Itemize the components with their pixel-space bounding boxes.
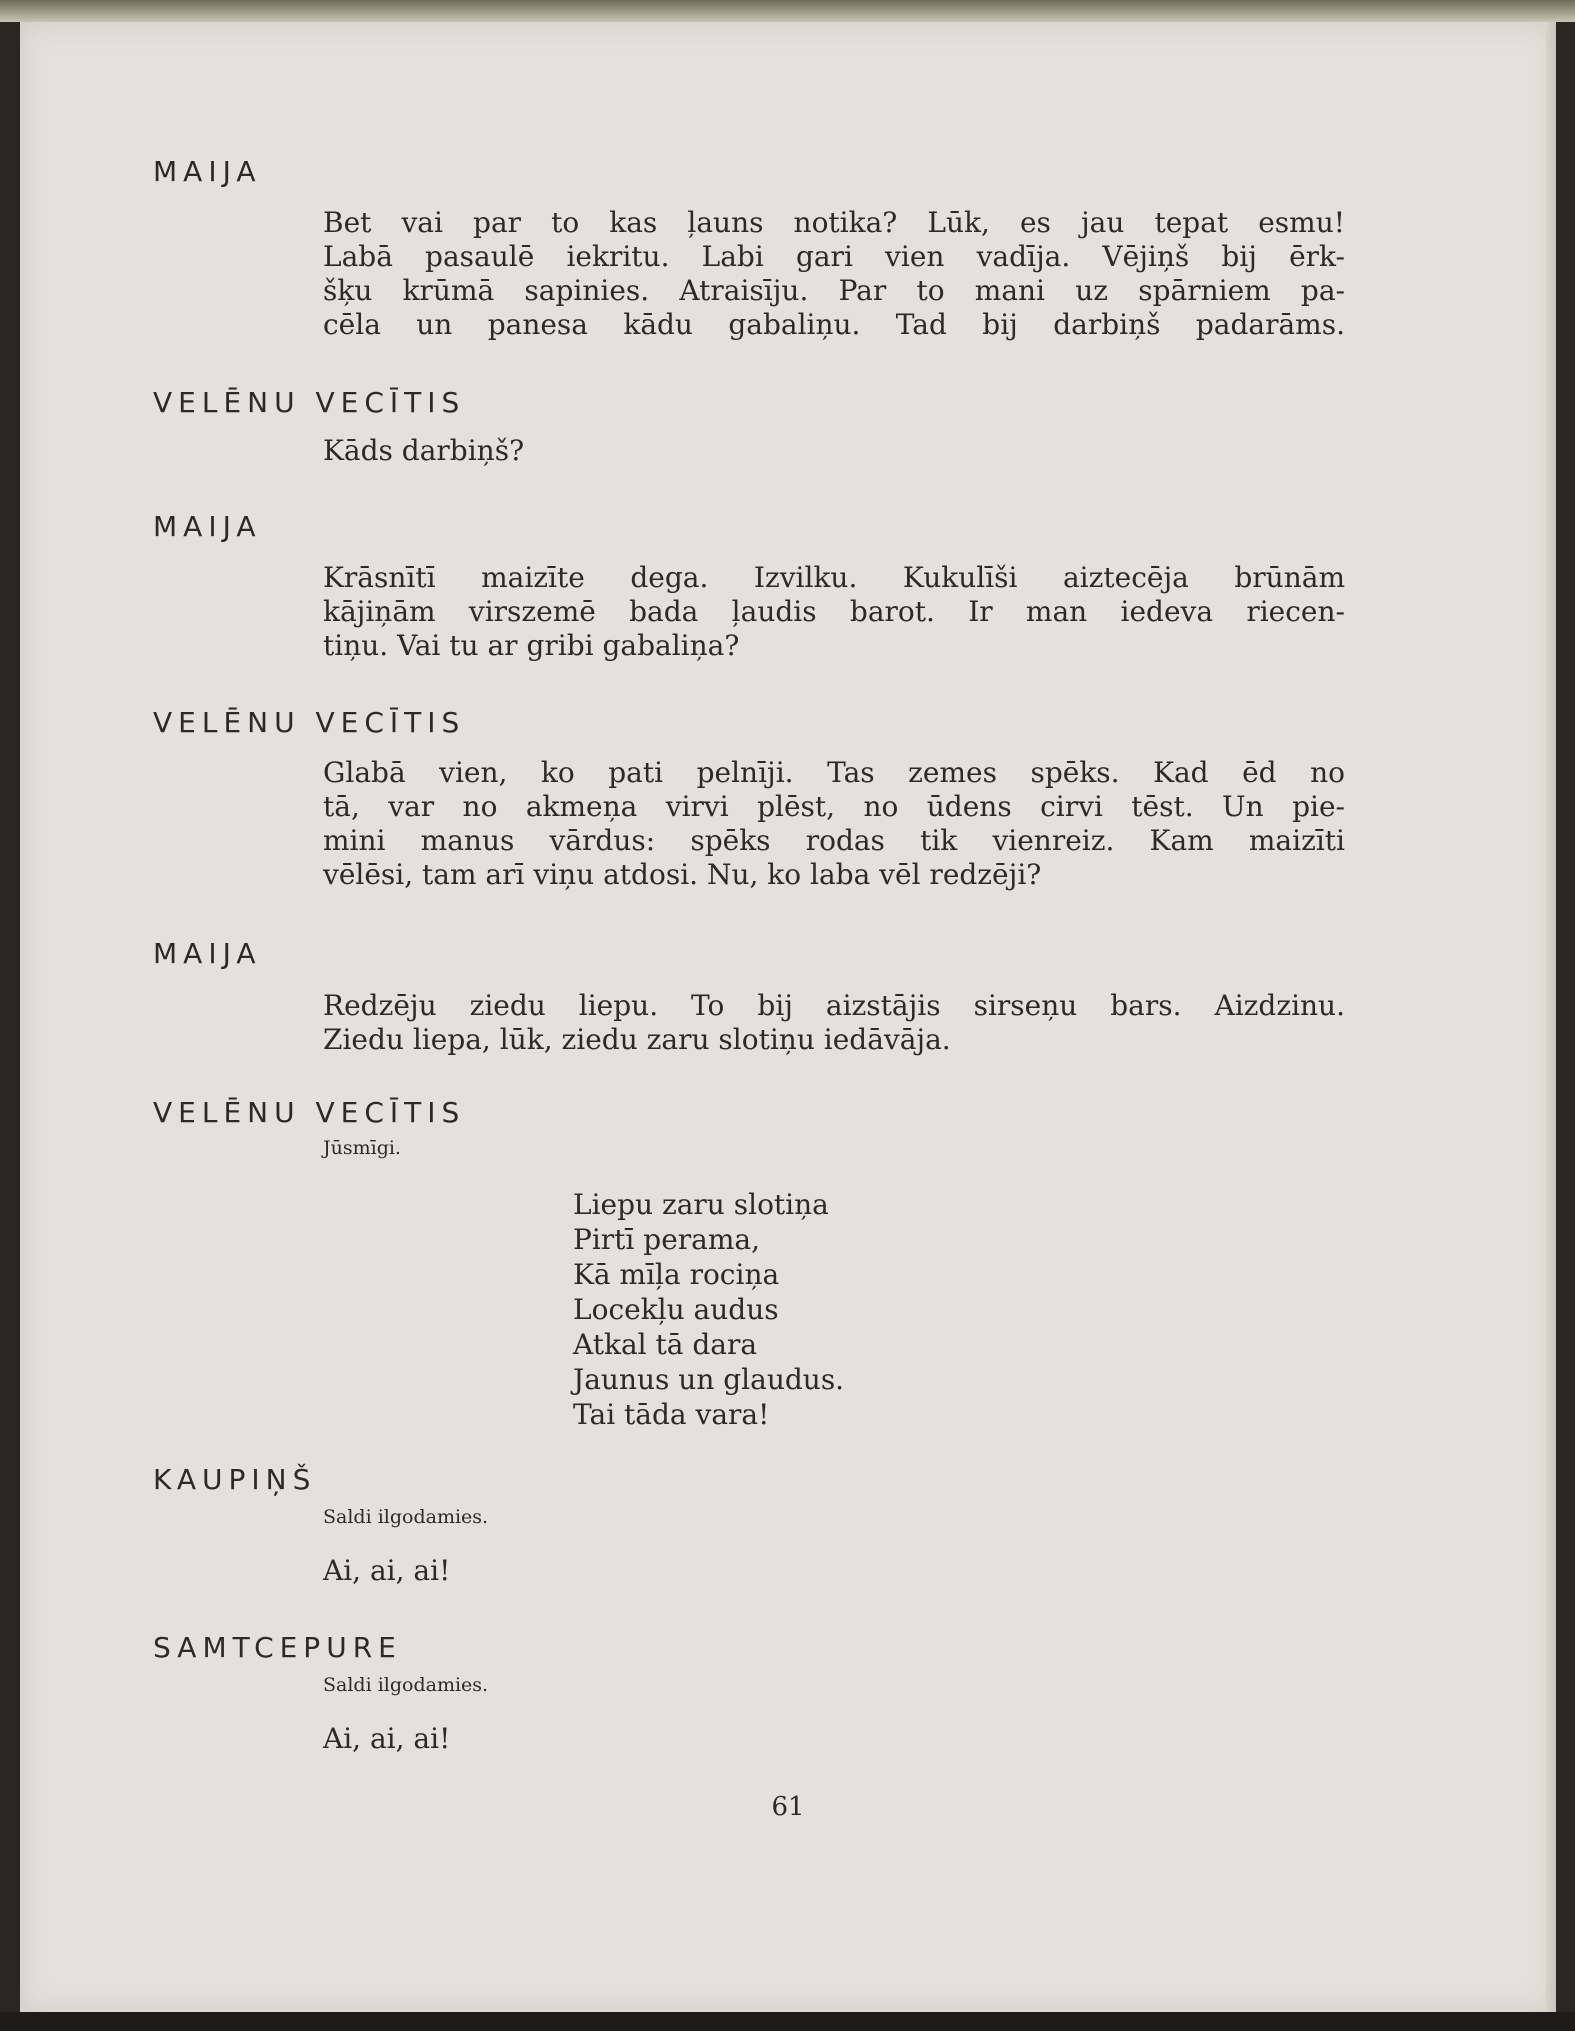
speech-text <box>323 989 1345 1057</box>
verse-line: Pirtī perama, <box>573 1223 761 1256</box>
stage-direction: Saldi ilgodamies. <box>323 1674 489 1696</box>
speech-line: kājiņām virszemē bada ļaudis barot. Ir man iedeva riecen- <box>323 595 1345 628</box>
stage-direction: Saldi ilgodamies. <box>323 1506 489 1528</box>
speech-line: vēlēsi, tam arī viņu atdosi. Nu, ko laba vēl redzēji? <box>323 858 1042 891</box>
speech-line: Bet vai par to kas ļauns notika? Lūk, es jau tepat esmu! <box>323 206 1345 239</box>
verse-line: Jaunus un glaudus. <box>573 1363 845 1396</box>
speech-text <box>323 561 1345 663</box>
speech-text <box>323 434 1345 468</box>
exclamation: Ai, ai, ai! <box>323 1554 451 1587</box>
speech-line: mini manus vārdus: spēks rodas tik vienreiz. Kam maizīti <box>323 824 1345 857</box>
speaker-name: VELĒNU VECĪTIS <box>153 1096 466 1129</box>
speech-text <box>323 756 1345 892</box>
verse-line: Kā mīļa rociņa <box>573 1258 780 1291</box>
speech-line: Kāds darbiņš? <box>323 434 525 467</box>
book-top-edge <box>0 0 1575 22</box>
speaker-name: MAIJA <box>153 510 262 543</box>
speaker-name: KAUPIŅŠ <box>153 1463 317 1496</box>
speech-line: cēla un panesa kādu gabaliņu. Tad bij darbiņš padarāms. <box>323 308 1345 341</box>
verse-line: Liepu zaru slotiņa <box>573 1188 829 1221</box>
speech-line: Glabā vien, ko pati pelnīji. Tas zemes spēks. Kad ēd no <box>323 756 1345 789</box>
speech-line: tā, var no akmeņa virvi plēst, no ūdens cirvi tēst. Un pie- <box>323 790 1345 823</box>
speaker-name: VELĒNU VECĪTIS <box>153 706 466 739</box>
speech-line: Labā pasaulē iekritu. Labi gari vien vadīja. Vējiņš bij ērk- <box>323 240 1345 273</box>
book-page <box>20 22 1556 2012</box>
speaker-name: MAIJA <box>153 155 262 188</box>
book-bottom-edge <box>0 2012 1575 2031</box>
speaker-name: SAMTCEPURE <box>153 1631 402 1664</box>
verse-line: Tai tāda vara! <box>573 1398 770 1431</box>
speech-line: tiņu. Vai tu ar gribi gabaliņa? <box>323 629 740 662</box>
exclamation: Ai, ai, ai! <box>323 1722 451 1755</box>
speech-line: šķu krūmā sapinies. Atraisīju. Par to mani uz spārniem pa- <box>323 274 1345 307</box>
verse <box>573 1187 844 1432</box>
speaker-name: MAIJA <box>153 937 262 970</box>
speech-line: Ziedu liepa, lūk, ziedu zaru slotiņu iedāvāja. <box>323 1023 951 1056</box>
speech-line: Redzēju ziedu liepu. To bij aizstājis sirseņu bars. Aizdzinu. <box>323 989 1345 1022</box>
speech-text <box>323 206 1345 342</box>
speech-line: Krāsnītī maizīte dega. Izvilku. Kukulīši aiztecēja brūnām <box>323 561 1345 594</box>
page-edge <box>1546 22 1556 2012</box>
stage-direction: Jūsmīgi. <box>323 1137 401 1159</box>
verse-line: Locekļu audus <box>573 1293 779 1326</box>
speaker-name: VELĒNU VECĪTIS <box>153 386 466 419</box>
page-number: 61 <box>771 1792 805 1822</box>
verse-line: Atkal tā dara <box>573 1328 758 1361</box>
